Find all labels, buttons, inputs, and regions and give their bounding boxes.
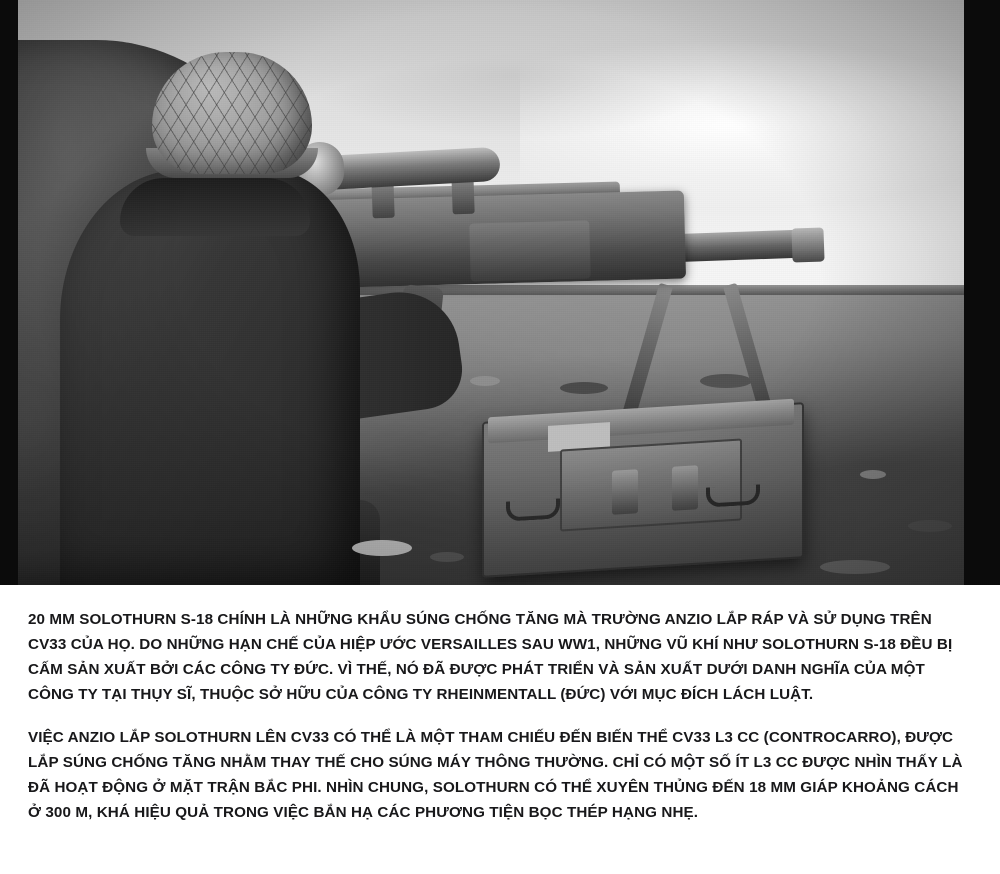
rifle-magazine [469,220,590,281]
caption-paragraph-1: 20 MM SOLOTHURN S-18 CHÍNH LÀ NHỮNG KHẨU SÚNG CHỐNG TĂNG MÀ TRƯỜNG ANZIO LẮP RÁP VÀ SỬ DỤNG TRÊN CV33 CỦA HỌ. DO NHỮNG HẠN CHẾ CỦA HIỆP ƯỚC VERSAILLES SAU WW1, NHỮNG VŨ KHÍ NHƯ SOLOTHURN S-18 ĐỀU BỊ CẤM SẢN XUẤT BỞI CÁC CÔNG TY ĐỨC. VÌ THẾ, NÓ ĐÃ ĐƯỢC PHÁT TRIỂN VÀ SẢN XUẤT DƯỚI DANH NGHĨA CỦA MỘT CÔNG TY TẠI THỤY SĨ, THUỘC SỞ HỮU CỦA CÔNG TY RHEINMENTALL (ĐỨC) VỚI MỤC ĐÍCH LÁCH LUẬT. [28,611,953,703]
letterbox-bar-left [0,0,18,585]
caption-block [0,585,1000,874]
letterbox-bar-right [964,0,1000,585]
debris-rock [470,376,500,386]
ammo-crate-panel [560,438,742,531]
debris-rock [860,470,886,479]
debris-rock [352,540,412,556]
debris-rock [560,382,608,394]
ammo-crate-latch [612,469,638,515]
debris-rock [908,520,952,532]
debris-rock [430,552,464,562]
cloud-shadow [300,10,720,140]
caption-paragraph-2: VIỆC ANZIO LẮP SOLOTHURN LÊN CV33 CÓ THỂ LÀ MỘT THAM CHIẾU ĐẾN BIẾN THỂ CV33 L3 CC (CONTROCARRO), ĐƯỢC LẮP SÚNG CHỐNG TĂNG NHẰM THAY THẾ CHO SÚNG MÁY THÔNG THƯỜNG. CHỈ CÓ MỘT SỐ ÍT L3 CC ĐƯỢC NHÌN THẤY LÀ ĐÃ HOẠT ĐỘNG Ở MẶT TRẬN BẮC PHI. NHÌN CHUNG, SOLOTHURN CÓ THỂ XUYÊN THỦNG ĐẾN 18 MM GIÁP KHOẢNG CÁCH Ở 300 M, KHÁ HIỆU QUẢ TRONG VIỆC BẮN HẠ CÁC PHƯƠNG TIỆN BỌC THÉP HẠNG NHẸ. [28,729,963,821]
rifle-muzzle-brake [791,227,824,262]
debris-rock [700,374,752,388]
debris-rock [820,560,890,574]
soldier-collar [120,178,310,236]
ammo-crate-latch [672,465,698,511]
